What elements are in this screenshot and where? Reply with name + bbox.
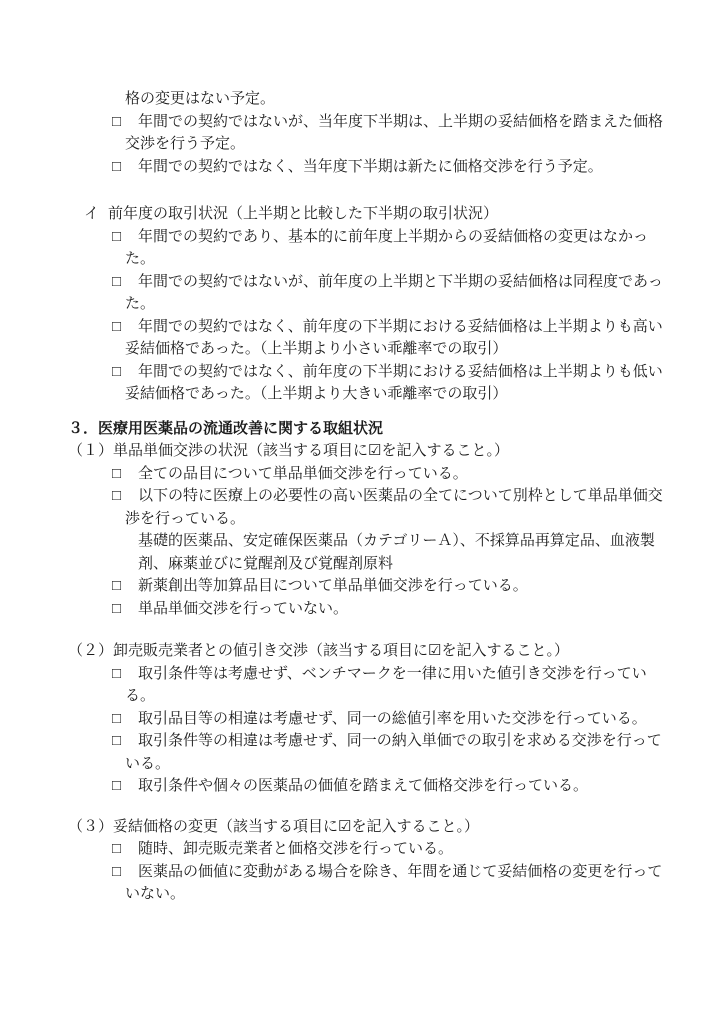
continuation-line <box>0 133 724 156</box>
checkbox-icon: □ <box>112 577 122 594</box>
spacer <box>0 178 724 203</box>
note-line <box>0 553 724 576</box>
checkbox-icon: □ <box>112 664 122 682</box>
checkbox-icon: □ <box>112 732 122 749</box>
checkbox-item-text: 以下の特に医療上の必要性の高い医薬品の全てについて別枠として単品単価交 <box>138 487 663 504</box>
checkbox-icon: □ <box>112 227 122 245</box>
checkbox-item-text: 年間での契約ではないが、当年度下半期は、上半期の妥結価格を踏まえた価格 <box>138 112 664 130</box>
checkbox-item-text: 随時、卸売販売業者と価格交渉を行っている。 <box>138 840 454 857</box>
checkbox-icon: □ <box>112 862 122 880</box>
checkbox-icon: □ <box>112 112 122 130</box>
line-text: 妥結価格であった。（上半期より大きい乖離率での取引） <box>125 385 508 402</box>
line-text: た。 <box>125 250 156 267</box>
checkbox-item <box>0 708 724 731</box>
line-text: いない。 <box>125 885 186 902</box>
checkbox-icon: □ <box>112 840 122 857</box>
continuation-line <box>0 88 724 111</box>
checkbox-item <box>0 316 724 339</box>
checkbox-item-text: 新薬創出等加算品目について単品単価交渉を行っている。 <box>138 577 528 594</box>
subsection-heading <box>0 640 724 663</box>
checkbox-icon: □ <box>112 157 122 175</box>
checkbox-item <box>0 463 724 486</box>
checkbox-item-text: 取引品目等の相違は考慮せず、同一の総値引率を用いた交渉を行っている。 <box>138 709 647 727</box>
checkbox-item <box>0 861 724 884</box>
continuation-line <box>0 293 724 316</box>
checkbox-item-text: 年間での契約ではなく、前年度の下半期における妥結価格は上半期よりも高い <box>138 317 663 335</box>
subsection-heading <box>0 816 724 839</box>
checkbox-item-text: 年間での契約ではなく、当年度下半期は新たに価格交渉を行う予定。 <box>138 157 603 175</box>
subsection-heading <box>0 440 724 463</box>
spacer <box>0 620 724 640</box>
checkbox-icon: □ <box>112 272 122 290</box>
checkbox-item-text: 取引条件等は考慮せず、ベンチマークを一律に用いた値引き交渉を行ってい <box>138 664 647 682</box>
checkbox-item <box>0 730 724 753</box>
checkbox-item <box>0 111 724 134</box>
checkbox-icon: □ <box>112 599 122 617</box>
checkbox-icon: □ <box>112 317 122 335</box>
note-line <box>0 530 724 553</box>
spacer <box>0 798 724 816</box>
continuation-line <box>0 383 724 406</box>
line-text: る。 <box>125 687 156 704</box>
line-text: 妥結価格であった。（上半期より小さい乖離率での取引） <box>125 340 508 357</box>
subsection-heading-text: （２）卸売販売業者との値引き交渉（該当する項目に☑を記入すること。） <box>68 642 569 659</box>
checkbox-item-text: 単品単価交渉を行っていない。 <box>138 599 349 617</box>
checkbox-item-text: 年間での契約ではないが、前年度の上半期と下半期の妥結価格は同程度であっ <box>138 272 663 290</box>
checkbox-icon: □ <box>112 709 122 727</box>
line-text: 渉を行っている。 <box>125 509 246 527</box>
section-heading-text: ３．医療用医薬品の流通改善に関する取組状況 <box>68 419 384 437</box>
line-text: いる。 <box>125 754 171 772</box>
list-label: イ <box>84 205 100 222</box>
note-text: 基礎的医薬品、安定確保医薬品（カテゴリーＡ）、不採算品再算定品、血液製 <box>138 532 655 549</box>
sub-item-heading-text: 前年度の取引状況（上半期と比較した下半期の取引状況） <box>108 205 499 222</box>
checkbox-item <box>0 838 724 861</box>
note-text: 剤、麻薬並びに覚醒剤及び覚醒剤原料 <box>138 554 394 572</box>
checkbox-item <box>0 775 724 798</box>
continuation-line <box>0 753 724 776</box>
continuation-line <box>0 248 724 271</box>
checkbox-icon: □ <box>112 362 122 380</box>
continuation-line <box>0 338 724 361</box>
continuation-line <box>0 685 724 708</box>
line-text: 交渉を行う予定。 <box>125 135 246 152</box>
checkbox-icon: □ <box>112 777 122 794</box>
checkbox-item-text: 年間での契約ではなく、前年度の下半期における妥結価格は上半期よりも低い <box>138 362 663 380</box>
continuation-line <box>0 883 724 906</box>
checkbox-item <box>0 226 724 249</box>
continuation-line <box>0 508 724 531</box>
checkbox-item-text: 年間での契約であり、基本的に前年度上半期からの妥結価格の変更はなかっ <box>138 227 649 245</box>
checkbox-item <box>0 485 724 508</box>
checkbox-item <box>0 575 724 598</box>
line-text: た。 <box>125 295 156 312</box>
sub-item-heading <box>0 203 724 226</box>
checkbox-item <box>0 361 724 384</box>
subsection-heading-text: （３）妥結価格の変更（該当する項目に☑を記入すること。） <box>68 817 479 835</box>
checkbox-item-text: 取引条件や個々の医薬品の価値を踏まえて価格交渉を行っている。 <box>138 777 589 794</box>
line-text: 格の変更はない予定。 <box>125 90 276 107</box>
checkbox-icon: □ <box>112 464 122 482</box>
checkbox-item <box>0 271 724 294</box>
subsection-heading-text: （１）単品単価交渉の状況（該当する項目に☑を記入すること。） <box>68 442 509 459</box>
checkbox-item <box>0 663 724 686</box>
checkbox-item <box>0 598 724 621</box>
checkbox-icon: □ <box>112 487 122 504</box>
checkbox-item-text: 取引条件等の相違は考慮せず、同一の納入単価での取引を求める交渉を行って <box>138 732 662 749</box>
checkbox-item <box>0 156 724 179</box>
section-heading <box>0 418 724 441</box>
checkbox-item-text: 全ての品目について単品単価交渉を行っている。 <box>138 464 468 482</box>
spacer <box>0 406 724 418</box>
checkbox-item-text: 医薬品の価値に変動がある場合を除き、年間を通じて妥結価格の変更を行って <box>138 862 663 880</box>
